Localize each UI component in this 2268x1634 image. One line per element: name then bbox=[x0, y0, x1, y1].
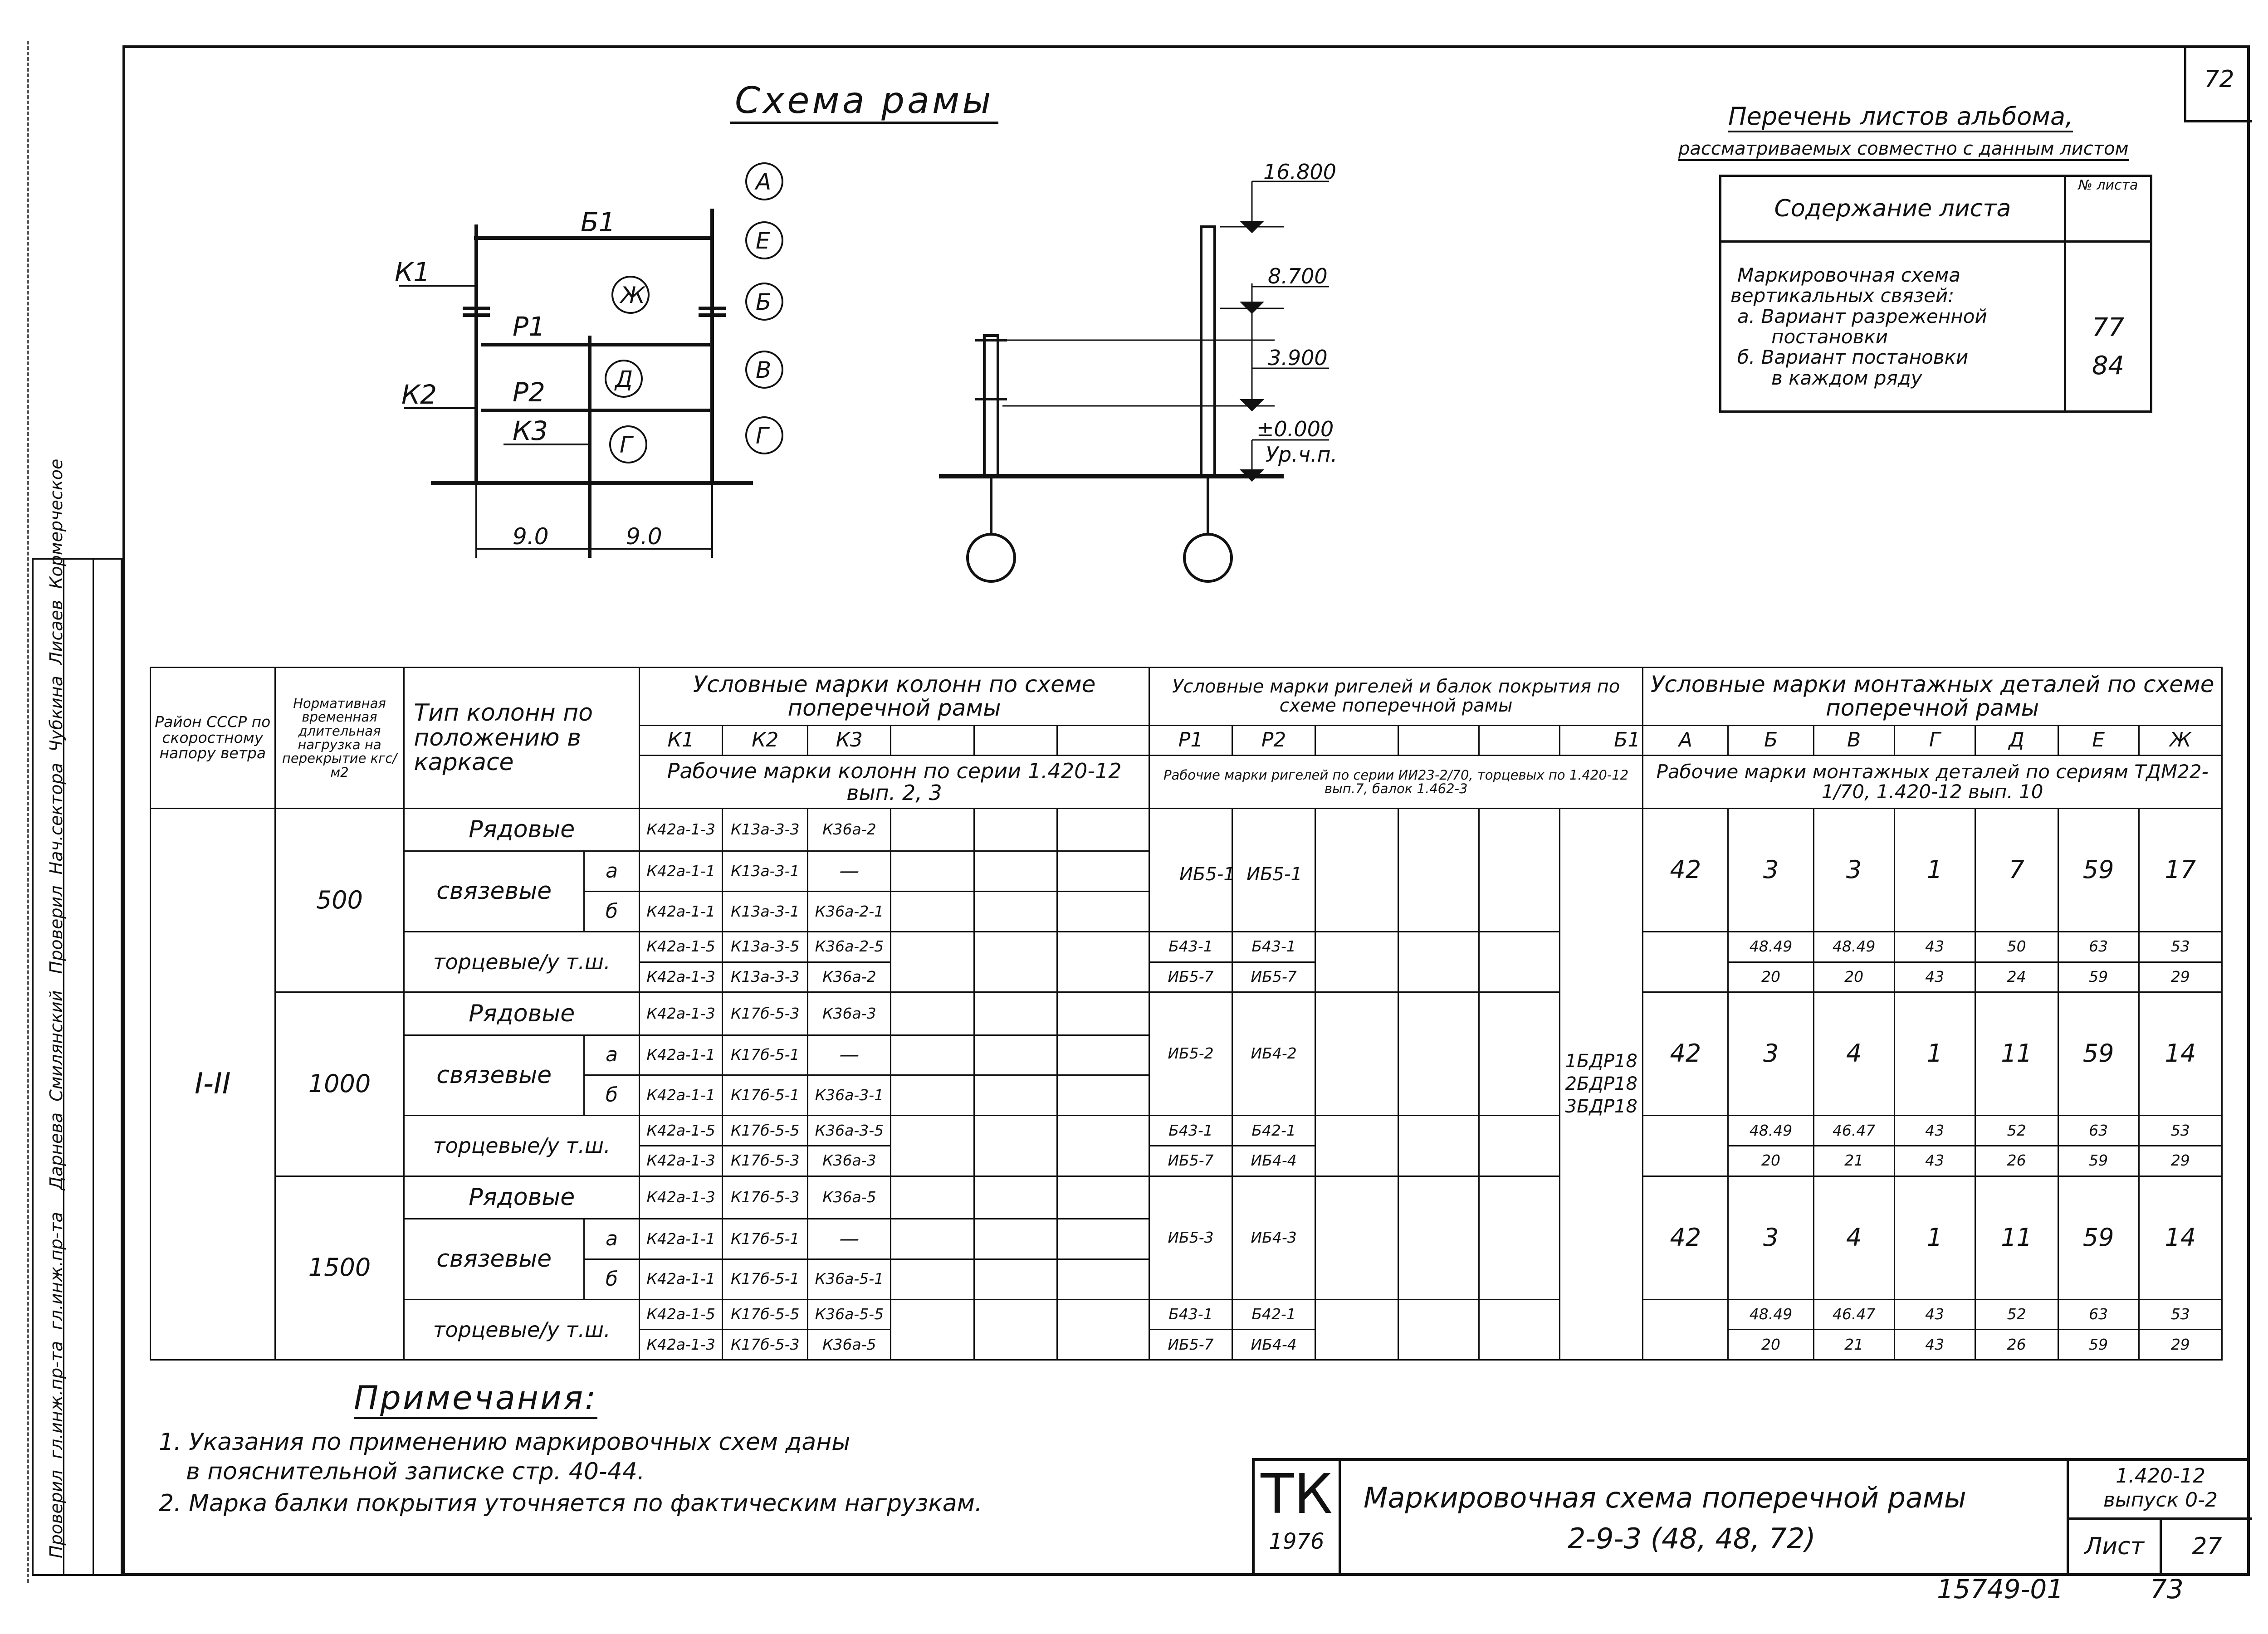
label-b1: Б1 bbox=[581, 207, 616, 238]
cell: 20 bbox=[1813, 962, 1894, 992]
detail-mark-a: А bbox=[1643, 725, 1728, 756]
beam-mark-r2: Р2 bbox=[1232, 725, 1315, 756]
cell: К17б-5-3 bbox=[723, 992, 808, 1035]
level-0000: ±0.000 bbox=[1256, 417, 1334, 441]
detail-mark-zh: Ж bbox=[2139, 725, 2222, 756]
b1-values: 1БДР18 2БДР18 3БДР18 bbox=[1560, 808, 1643, 1360]
cell: К13а-3-3 bbox=[723, 962, 808, 992]
doc-code: 15749-01 bbox=[1937, 1574, 2064, 1605]
cell: К42а-1-5 bbox=[640, 1116, 723, 1146]
label-k1: К1 bbox=[395, 257, 430, 288]
side-stamp bbox=[32, 458, 122, 1576]
cell: 1 bbox=[1894, 992, 1975, 1116]
det-a-1500: 42 bbox=[1643, 1176, 1728, 1299]
load-500: 500 bbox=[275, 808, 404, 992]
cell: 59 bbox=[2058, 962, 2139, 992]
circle-a: А bbox=[756, 169, 772, 195]
sheet-list-table bbox=[1719, 175, 2152, 413]
cell: К42а-1-3 bbox=[640, 962, 723, 992]
cell: Б42-1 bbox=[1232, 1299, 1315, 1330]
cell: 52 bbox=[1975, 1299, 2058, 1330]
cell: Б43-1 bbox=[1232, 932, 1315, 962]
cell: К17б-5-1 bbox=[723, 1259, 808, 1299]
header-column-marks: Условные марки колонн по схеме поперечной рамы bbox=[640, 668, 1149, 726]
page-number-bottom: 73 bbox=[2150, 1574, 2184, 1605]
cell: 11 bbox=[1975, 1176, 2058, 1299]
cell: 29 bbox=[2139, 1330, 2222, 1360]
cell: 4 bbox=[1813, 1176, 1894, 1299]
cell: К36а-3 bbox=[808, 1146, 891, 1176]
stamp-subtitle: 2-9-3 (48, 48, 72) bbox=[1568, 1522, 1816, 1555]
det-a-1000: 42 bbox=[1643, 992, 1728, 1116]
cell: 26 bbox=[1975, 1146, 2058, 1176]
circle-zh: Ж bbox=[621, 282, 645, 308]
cell: К17б-5-3 bbox=[723, 1146, 808, 1176]
cell: 20 bbox=[1728, 962, 1813, 992]
cell: К42а-1-1 bbox=[640, 1035, 723, 1075]
left-margin-line bbox=[27, 41, 29, 1583]
cell: Б42-1 bbox=[1232, 1116, 1315, 1146]
side-stamp-text: Проверил гл.инж.пр-та гл.инж.пр-та Дарнева Смилянский Проверил Нач.сектора Чубкина Лисаев Кормерческое bbox=[46, 458, 66, 1558]
cell: 63 bbox=[2058, 1116, 2139, 1146]
region-cell: I-II bbox=[151, 808, 275, 1360]
cell: 46.47 bbox=[1813, 1116, 1894, 1146]
cell: 21 bbox=[1813, 1146, 1894, 1176]
cell: К36а-2-1 bbox=[808, 892, 891, 932]
col-mark-k2: К2 bbox=[723, 725, 808, 756]
cell: К17б-5-1 bbox=[723, 1075, 808, 1116]
span-2: 9.0 bbox=[626, 523, 662, 550]
cell: 3 bbox=[1728, 1176, 1813, 1299]
cell: 3 bbox=[1728, 992, 1813, 1116]
load-1500: 1500 bbox=[275, 1176, 404, 1360]
cell: К36а-2-5 bbox=[808, 932, 891, 962]
header-region: Район СССР по скоростному напору ветра bbox=[151, 668, 275, 809]
cell: 59 bbox=[2058, 808, 2139, 932]
sheet-list-title: Перечень листов альбома, bbox=[1728, 102, 2073, 132]
cell: К42а-1-5 bbox=[640, 1299, 723, 1330]
cell: К42а-1-1 bbox=[640, 1259, 723, 1299]
cell: К36а-5-5 bbox=[808, 1299, 891, 1330]
cell: 43 bbox=[1894, 932, 1975, 962]
cell: К17б-5-3 bbox=[723, 1330, 808, 1360]
detail-mark-v: В bbox=[1813, 725, 1894, 756]
cell: 43 bbox=[1894, 1330, 1975, 1360]
type-link-500: связевые bbox=[404, 851, 584, 932]
detail-mark-g: Г bbox=[1894, 725, 1975, 756]
cell: К36а-2 bbox=[808, 808, 891, 851]
detail-mark-e: Е bbox=[2058, 725, 2139, 756]
cell: 59 bbox=[2058, 1330, 2139, 1360]
cell: К42а-1-3 bbox=[640, 1176, 723, 1219]
cell: ИБ5-2 bbox=[1149, 992, 1232, 1116]
cell: 50 bbox=[1975, 932, 2058, 962]
sheet-list-subtitle: рассматриваемых совместно с данным листом bbox=[1678, 138, 2129, 161]
cell: 17 bbox=[2139, 808, 2222, 932]
beam-mark-r1: Р1 bbox=[1149, 725, 1232, 756]
circle-v: В bbox=[756, 357, 772, 383]
label-k2: К2 bbox=[401, 379, 437, 410]
cell: 48.49 bbox=[1728, 1299, 1813, 1330]
cell: ИБ5-7 bbox=[1149, 1330, 1232, 1360]
cell: 29 bbox=[2139, 962, 2222, 992]
beams-link-500: ИБ5-1 ИБ5-1 bbox=[1179, 864, 1302, 885]
header-column-type: Тип колонн по положению в каркасе bbox=[404, 668, 640, 809]
circle-g: Г bbox=[756, 423, 768, 449]
cell: К13а-3-5 bbox=[723, 932, 808, 962]
type-row-500: Рядовые bbox=[404, 808, 640, 851]
cell: 3 bbox=[1813, 808, 1894, 932]
sub-a: а bbox=[584, 1035, 640, 1075]
sheet-list-head-num: № листа bbox=[2065, 176, 2151, 242]
cell: К36а-5-1 bbox=[808, 1259, 891, 1299]
sub-b: б bbox=[584, 1075, 640, 1116]
title-stamp bbox=[1252, 1458, 2250, 1576]
sub-a: а bbox=[584, 851, 640, 892]
page-title: Схема рамы bbox=[730, 79, 998, 124]
circle-d: Д bbox=[615, 366, 633, 392]
ground-label: Ур.ч.п. bbox=[1266, 442, 1338, 467]
cell: К36а-5 bbox=[808, 1330, 891, 1360]
cell: — bbox=[808, 1035, 891, 1075]
cell: 11 bbox=[1975, 992, 2058, 1116]
sub-b: б bbox=[584, 892, 640, 932]
type-end-1000: торцевые/у т.ш. bbox=[404, 1116, 640, 1176]
stamp-right: 1.420-12 выпуск 0-2 Лист 27 bbox=[2067, 1461, 2252, 1576]
cell: ИБ5-7 bbox=[1149, 1146, 1232, 1176]
cell: К36а-3-5 bbox=[808, 1116, 891, 1146]
det-a-500: 42 bbox=[1643, 808, 1728, 932]
note-1: 1. Указания по применению маркировочных схем даны bbox=[159, 1429, 850, 1456]
cell: ИБ5-7 bbox=[1149, 962, 1232, 992]
tk-mark: ТК 1976 bbox=[1255, 1461, 1341, 1576]
cell: 53 bbox=[2139, 932, 2222, 962]
header-detail-marks: Условные марки монтажных деталей по схеме поперечной рамы bbox=[1643, 668, 2222, 726]
cell: К42а-1-5 bbox=[640, 932, 723, 962]
cell: 14 bbox=[2139, 992, 2222, 1116]
sub-b: б bbox=[584, 1259, 640, 1299]
cell: 1 bbox=[1894, 1176, 1975, 1299]
note-2: 2. Марка балки покрытия уточняется по фактическим нагрузкам. bbox=[159, 1490, 982, 1517]
cell: К36а-5 bbox=[808, 1176, 891, 1219]
type-row-1000: Рядовые bbox=[404, 992, 640, 1035]
level-3900: 3.900 bbox=[1268, 346, 1328, 370]
cell: 46.47 bbox=[1813, 1299, 1894, 1330]
cell: 53 bbox=[2139, 1116, 2222, 1146]
cell: 43 bbox=[1894, 1116, 1975, 1146]
cell: 21 bbox=[1813, 1330, 1894, 1360]
cell: К17б-5-3 bbox=[723, 1176, 808, 1219]
cell: 1 bbox=[1894, 808, 1975, 932]
detail-mark-b: Б bbox=[1728, 725, 1813, 756]
cell: К17б-5-5 bbox=[723, 1116, 808, 1146]
sheet-number: 27 bbox=[2192, 1533, 2222, 1560]
label-r1: Р1 bbox=[513, 311, 545, 342]
sheet-label: Лист bbox=[2069, 1520, 2162, 1574]
cell: 48.49 bbox=[1728, 1116, 1813, 1146]
cell: К42а-1-1 bbox=[640, 1219, 723, 1259]
header-details-work: Рабочие марки монтажных деталей по сериям ТДМ22-1/70, 1.420-12 вып. 10 bbox=[1643, 756, 2222, 809]
cell: 20 bbox=[1728, 1330, 1813, 1360]
span-1: 9.0 bbox=[513, 523, 549, 550]
type-link-1500: связевые bbox=[404, 1219, 584, 1299]
cell: 63 bbox=[2058, 932, 2139, 962]
load-1000: 1000 bbox=[275, 992, 404, 1176]
cell: К13а-3-1 bbox=[723, 851, 808, 892]
cell: 43 bbox=[1894, 1146, 1975, 1176]
cell: 3 bbox=[1728, 808, 1813, 932]
cell: 14 bbox=[2139, 1176, 2222, 1299]
cell: 20 bbox=[1728, 1146, 1813, 1176]
cell: К17б-5-1 bbox=[723, 1219, 808, 1259]
cell: 43 bbox=[1894, 1299, 1975, 1330]
cell: ИБ4-2 bbox=[1232, 992, 1315, 1116]
level-8700: 8.700 bbox=[1268, 264, 1328, 288]
header-columns-work: Рабочие марки колонн по серии 1.420-12 вып. 2, 3 bbox=[640, 756, 1149, 809]
page-number: 72 bbox=[2184, 45, 2252, 122]
cell: К42а-1-3 bbox=[640, 1146, 723, 1176]
cell: 4 bbox=[1813, 992, 1894, 1116]
cell: К36а-3 bbox=[808, 992, 891, 1035]
cell: 48.49 bbox=[1813, 932, 1894, 962]
note-1b: в пояснительной записке стр. 40-44. bbox=[186, 1458, 645, 1485]
type-link-1000: связевые bbox=[404, 1035, 584, 1116]
cell: 26 bbox=[1975, 1330, 2058, 1360]
cell: К36а-2 bbox=[808, 962, 891, 992]
cell: К42а-1-1 bbox=[640, 851, 723, 892]
header-beam-marks: Условные марки ригелей и балок покрытия по схеме поперечной рамы bbox=[1149, 668, 1643, 726]
cell: 29 bbox=[2139, 1146, 2222, 1176]
sheet-list-nums: 77 84 bbox=[2065, 242, 2151, 412]
cell: — bbox=[808, 851, 891, 892]
col-mark-k3: К3 bbox=[808, 725, 891, 756]
cell: Б43-1 bbox=[1149, 932, 1232, 962]
cell: 52 bbox=[1975, 1116, 2058, 1146]
cell: 63 bbox=[2058, 1299, 2139, 1330]
cell: К17б-5-1 bbox=[723, 1035, 808, 1075]
cell: ИБ5-7 bbox=[1232, 962, 1315, 992]
cell: 48.49 bbox=[1728, 932, 1813, 962]
cell: К17б-5-5 bbox=[723, 1299, 808, 1330]
cell: К13а-3-1 bbox=[723, 892, 808, 932]
level-16800: 16.800 bbox=[1263, 160, 1336, 184]
header-beams-work: Рабочие марки ригелей по серии ИИ23-2/70, торцевых по 1.420-12 вып.7, балок 1.462-3 bbox=[1149, 756, 1643, 809]
cell: К42а-1-3 bbox=[640, 1330, 723, 1360]
cell: Б43-1 bbox=[1149, 1116, 1232, 1146]
cell: 59 bbox=[2058, 1146, 2139, 1176]
sub-a: а bbox=[584, 1219, 640, 1259]
type-row-1500: Рядовые bbox=[404, 1176, 640, 1219]
cell: К42а-1-3 bbox=[640, 808, 723, 851]
circle-g2: Г bbox=[620, 432, 632, 458]
cell: 59 bbox=[2058, 1176, 2139, 1299]
cell: Б43-1 bbox=[1149, 1299, 1232, 1330]
circle-b: Б bbox=[756, 289, 772, 315]
cell: К36а-3-1 bbox=[808, 1075, 891, 1116]
cell: 7 bbox=[1975, 808, 2058, 932]
cell: 24 bbox=[1975, 962, 2058, 992]
cell: К42а-1-3 bbox=[640, 992, 723, 1035]
sheet-list-head-content: Содержание листа bbox=[1721, 176, 2065, 242]
elevation-diagram bbox=[930, 159, 1429, 590]
notes-title: Примечания: bbox=[354, 1379, 597, 1419]
cell: ИБ4-4 bbox=[1232, 1330, 1315, 1360]
marking-table bbox=[150, 667, 2223, 1361]
cell: К13а-3-3 bbox=[723, 808, 808, 851]
cell: ИБ4-3 bbox=[1232, 1176, 1315, 1299]
cell: 59 bbox=[2058, 992, 2139, 1116]
cell: 43 bbox=[1894, 962, 1975, 992]
detail-mark-d: Д bbox=[1975, 725, 2058, 756]
circle-e: Е bbox=[756, 228, 770, 254]
cell: 53 bbox=[2139, 1299, 2222, 1330]
sheet-list-content: Маркировочная схема вертикальных связей: а. Вариант разреженной постановки б. Вариант постановки в каждом ряду bbox=[1721, 242, 2065, 412]
stamp-title: Маркировочная схема поперечной рамы bbox=[1364, 1481, 1966, 1514]
beam-mark-b1: Б1 bbox=[1560, 725, 1643, 756]
type-end-500: торцевые/у т.ш. bbox=[404, 932, 640, 992]
header-load: Нормативная временная длительная нагрузка на перекрытие кгс/м2 bbox=[275, 668, 404, 809]
cell: К42а-1-1 bbox=[640, 892, 723, 932]
label-r2: Р2 bbox=[513, 377, 545, 408]
col-mark-k1: К1 bbox=[640, 725, 723, 756]
label-k3: К3 bbox=[513, 415, 548, 446]
cell: ИБ4-4 bbox=[1232, 1146, 1315, 1176]
cell: — bbox=[808, 1219, 891, 1259]
frame-scheme-diagram bbox=[363, 150, 839, 580]
cell: ИБ5-3 bbox=[1149, 1176, 1232, 1299]
cell: К42а-1-1 bbox=[640, 1075, 723, 1116]
type-end-1500: торцевые/у т.ш. bbox=[404, 1299, 640, 1360]
